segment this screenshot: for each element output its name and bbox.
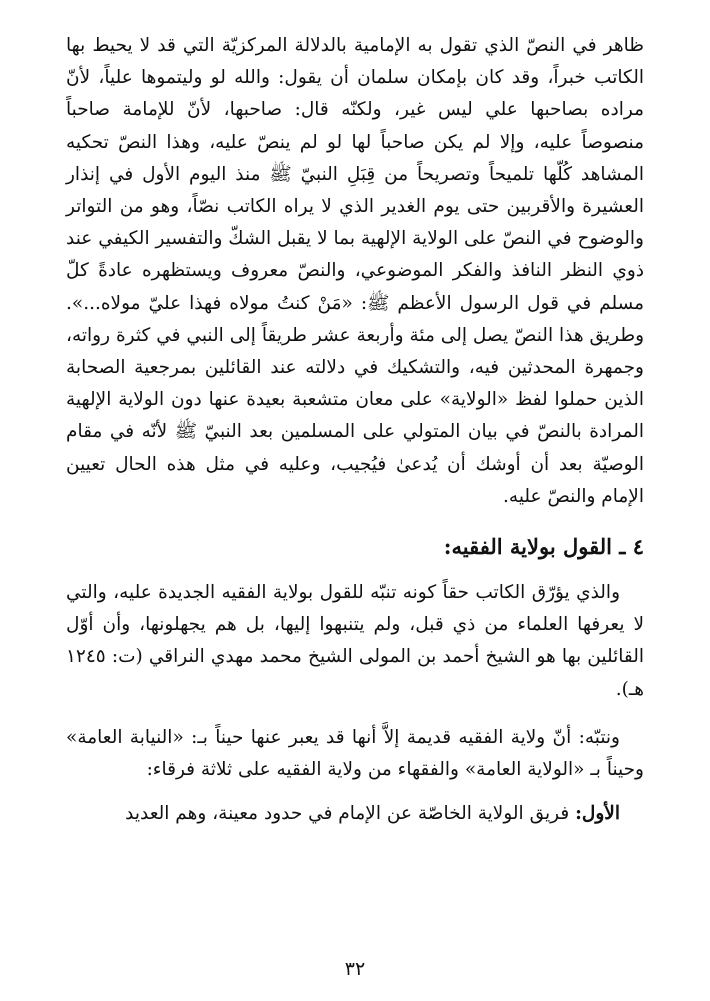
section-heading: ٤ ـ القول بولاية الفقيه:: [443, 534, 644, 560]
body-paragraph-2: والذي يؤرّق الكاتب حقاً كونه تنبّه للقول بولاية الفقيه الجديدة عليه، والتي لا يعرفها العلماء من ذي قبل، ولم يتنبهوا إليها، بل هم يجهلونها، وأن أوّل القائلين بها هو الشيخ أحمد بن المولى الشيخ محمد مهدي النراقي (ت: ١٢٤٥ هـ).: [66, 582, 644, 700]
page-number: ٣٢: [344, 958, 366, 980]
body-paragraph-1: ظاهر في النصّ الذي تقول به الإمامية بالدلالة المركزيّة التي قد لا يحيط بها الكاتب خبراً، وقد كان بإمكان سلمان أن يقول: والله لو وليتموها علياً، لأنّ مراده بصاحبها علي ليس غير، ولكنّه قال: صاحبها، لأنّ للإمامة صاحباً منصوصاً عليه، وإلا لم يكن صاحباً لها لو لم ينصّ عليه، وهذا النصّ تحكيه المشاهد كُلّها تلميحاً وتصريحاً من قِبَلِ النبيّ ﷺ منذ اليوم الأول في إنذار العشيرة والأقربين حتى يوم الغدير الذي لا يراه الكاتب نصّاً، وهو من التواتر والوضوح في النصّ على الولاية الإلهية بما لا يقبل الشكّ والتفسير الكيفي عند ذوي النظر النافذ والفكر الموضوعي، والنصّ معروف ويستظهره عادةً كلّ مسلم في قول الرسول الأعظم ﷺ: «مَنْ كنتُ مولاه فهذا عليّ مولاه...». وطريق هذا النصّ يصل إلى مئة وأربعة عشر طريقاً إلى النبي في كثرة رواته، وجمهرة المحدثين فيه، والتشكيك في دلالته عند القائلين بمرجعية الصحابة الذين حملوا لفظ «الولاية» على معان متشعبة بعيدة عنها دون الولاية الإلهية المرادة بالنصّ في بيان المتولي على المسلمين بعد النبيّ ﷺ لأنّه في مقام الوصيّة بعد أن أوشك أن يُدعىٰ فيُجيب، وعليه في مثل هذه الحال تعيين الإمام والنصّ عليه.: [66, 35, 644, 507]
body-paragraph-4: [66, 798, 644, 830]
paragraph-4-text: فريق الولاية الخاصّة عن الإمام في حدود معينة، وهم العديد: [125, 803, 576, 825]
body-paragraph-3: ونتبّه: أنّ ولاية الفقيه قديمة إلاَّ أنها قد يعبر عنها حيناً بـ: «النيابة العامة» وحيناً بـ «الولاية العامة» والفقهاء من ولاية الفقيه على ثلاثة فرقاء:: [66, 726, 644, 781]
paragraph-lead-word: الأول:: [575, 803, 620, 825]
